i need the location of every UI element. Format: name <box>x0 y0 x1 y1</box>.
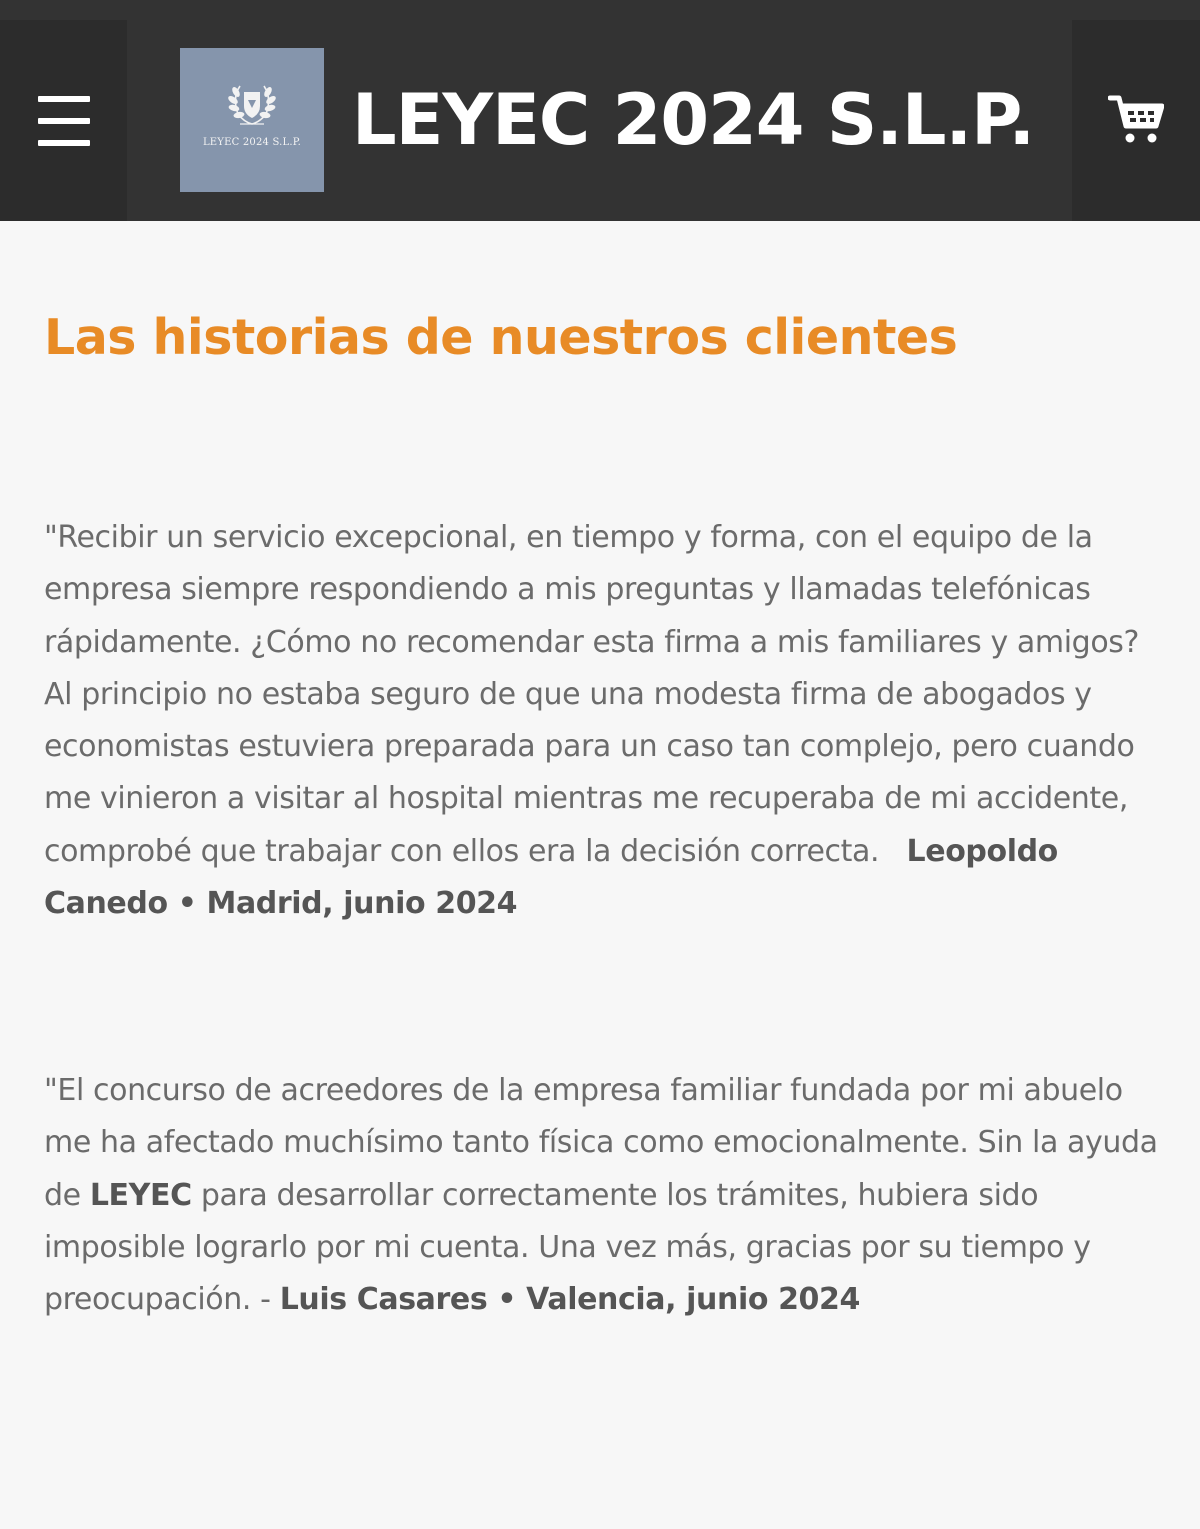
testimonial-quote: "Recibir un servicio excepcional, en tiempo y forma, con el equipo de la empresa siempre respondiendo a mis preguntas y llamadas telefónicas rápidamente. ¿Cómo no recomendar esta firma a mis familiares y amigos? Al principio no estaba seguro de que una modesta firma de abogados y economistas estuviera preparada para un caso tan complejo, pero cuando me vinieron a visitar al hospital mientras me recuperaba de mi accidente, comprobé que trabajar con ellos era la decisión correcta. <box>44 520 1140 869</box>
testimonial-1 <box>44 512 1164 930</box>
site-title[interactable]: LEYEC 2024 S.L.P. <box>352 79 1035 161</box>
cart-button[interactable] <box>1072 20 1200 221</box>
testimonial-brand: LEYEC <box>89 1177 192 1213</box>
hamburger-menu-button[interactable] <box>0 20 127 221</box>
laurel-shield-icon <box>180 48 324 192</box>
testimonial-author: Luis Casares • Valencia, junio 2024 <box>279 1282 860 1318</box>
logo-text: LEYEC 2024 S.L.P. <box>202 137 302 148</box>
site-logo[interactable] <box>180 48 324 192</box>
shopping-cart-icon <box>1108 92 1164 148</box>
site-header <box>0 0 1200 221</box>
testimonial-quote-continued: para desarrollar correctamente los trámites, hubiera sido imposible lograrlo por mi cuenta. Una vez más, gracias por su tiempo y preocupación. - <box>44 1177 1091 1318</box>
testimonial-author: Leopoldo Canedo • Madrid, junio 2024 <box>44 833 1058 922</box>
page-heading: Las historias de nuestros clientes <box>44 309 958 366</box>
testimonial-2 <box>44 1065 1164 1326</box>
testimonial-quote: "El concurso de acreedores de la empresa familiar fundada por mi abuelo me ha afectado muchísimo tanto física como emocionalmente. Sin la ayuda de <box>44 1073 1158 1213</box>
